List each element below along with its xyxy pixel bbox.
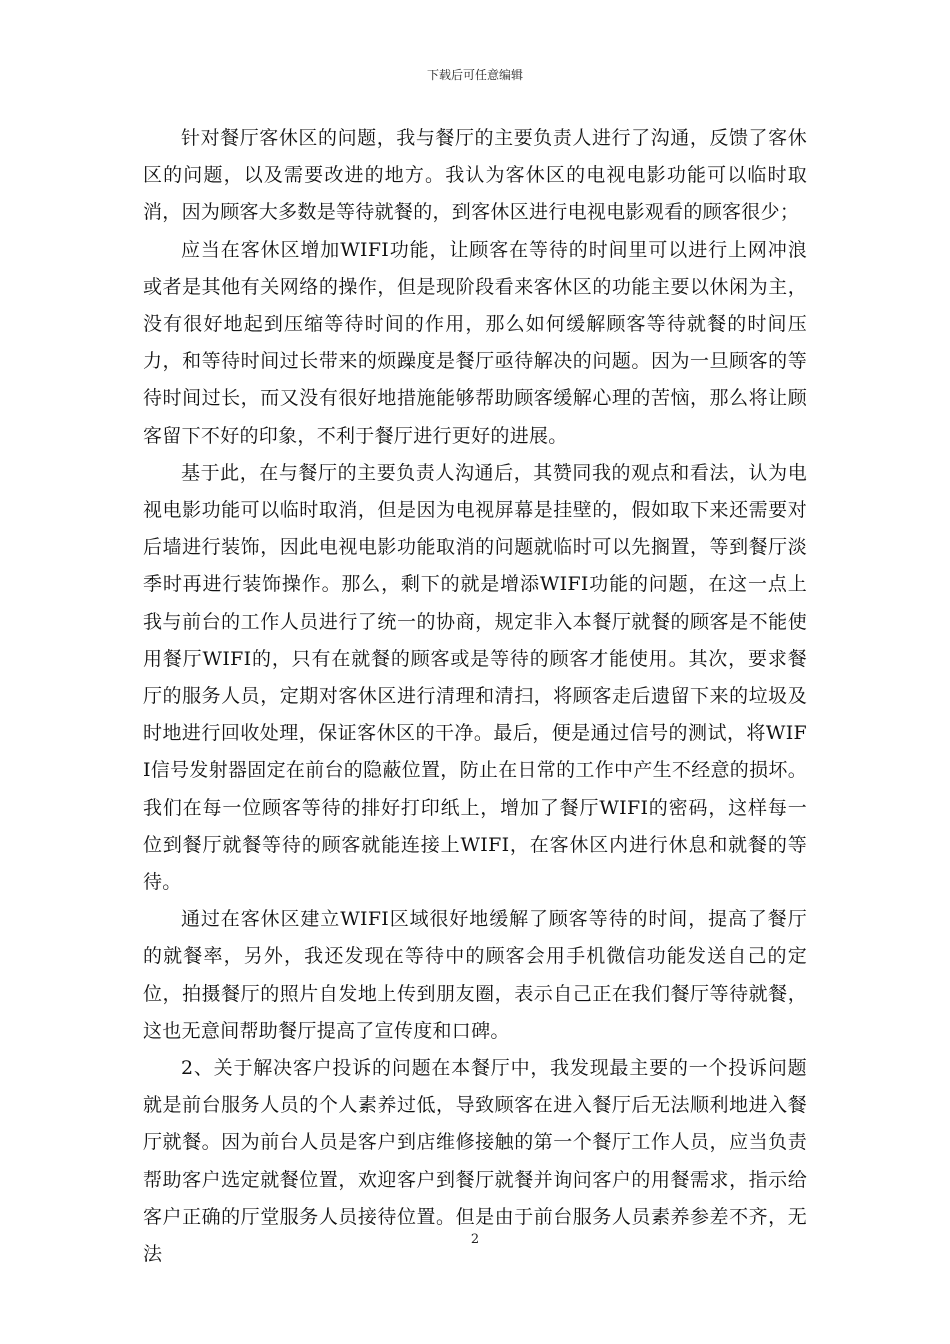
page-header: 下载后可任意编辑	[426, 68, 523, 82]
paragraph: 针对餐厅客休区的问题，我与餐厅的主要负责人进行了沟通，反馈了客休区的问题，以及需要改进的地方。我认为客休区的电视电影功能可以临时取消，因为顾客大多数是等待就餐的，到客休区进行电视电影观看的顾客很少；	[143, 127, 807, 224]
paragraph: 通过在客休区建立WIFI区域很好地缓解了顾客等待的时间，提高了餐厅的就餐率，另外，我还发现在等待中的顾客会用手机微信功能发送自己的定位，拍摄餐厅的照片自发地上传到朋友圈，表示自己正在我们餐厅等待就餐，这也无意间帮助餐厅提高了宣传度和口碑。	[143, 908, 807, 1042]
paragraph: 基于此，在与餐厅的主要负责人沟通后，其赞同我的观点和看法，认为电视电影功能可以临时取消，但是因为电视屏幕是挂壁的，假如取下来还需要对后墙进行装饰，因此电视电影功能取消的问题就临时可以先搁置，等到餐厅淡季时再进行装饰操作。那么，剩下的就是增添WIFI功能的问题，在这一点上我与前台的工作人员进行了统一的协商，规定非入本餐厅就餐的顾客是不能使用餐厅WIFI的，只有在就餐的顾客或是等待的顾客才能使用。其次，要求餐厅的服务人员，定期对客休区进行清理和清扫，将顾客走后遗留下来的垃圾及时地进行回收处理，保证客休区的干净。最后，便是通过信号的测试，将WIFI信号发射器固定在前台的隐蔽位置，防止在日常的工作中产生不经意的损坏。我们在每一位顾客等待的排好打印纸上，增加了餐厅WIFI的密码，这样每一位到餐厅就餐等待的顾客就能连接上WIFI，在客休区内进行休息和就餐的等待。	[143, 461, 808, 894]
document-body	[143, 120, 807, 1273]
paragraph: 2、关于解决客户投诉的问题在本餐厅中，我发现最主要的一个投诉问题就是前台服务人员的个人素养过低，导致顾客在进入餐厅后无法顺利地进入餐厅就餐。因为前台人员是客户到店维修接触的第一个餐厅工作人员，应当负责帮助客户选定就餐位置，欢迎客户到餐厅就餐并询问客户的用餐需求，指示给客户正确的厅堂服务人员接待位置。但是由于前台服务人员素养参差不齐，无法	[143, 1057, 807, 1266]
paragraph: 应当在客休区增加WIFI功能，让顾客在等待的时间里可以进行上网冲浪或者是其他有关网络的操作，但是现阶段看来客休区的功能主要以休闲为主，没有很好地起到压缩等待时间的作用，那么如何缓解顾客等待就餐的时间压力，和等待时间过长带来的烦躁度是餐厅亟待解决的问题。因为一旦顾客的等待时间过长，而又没有很好地措施能够帮助顾客缓解心理的苦恼，那么将让顾客留下不好的印象，不利于餐厅进行更好的进展。	[143, 238, 807, 447]
page-number: 2	[470, 1232, 480, 1247]
